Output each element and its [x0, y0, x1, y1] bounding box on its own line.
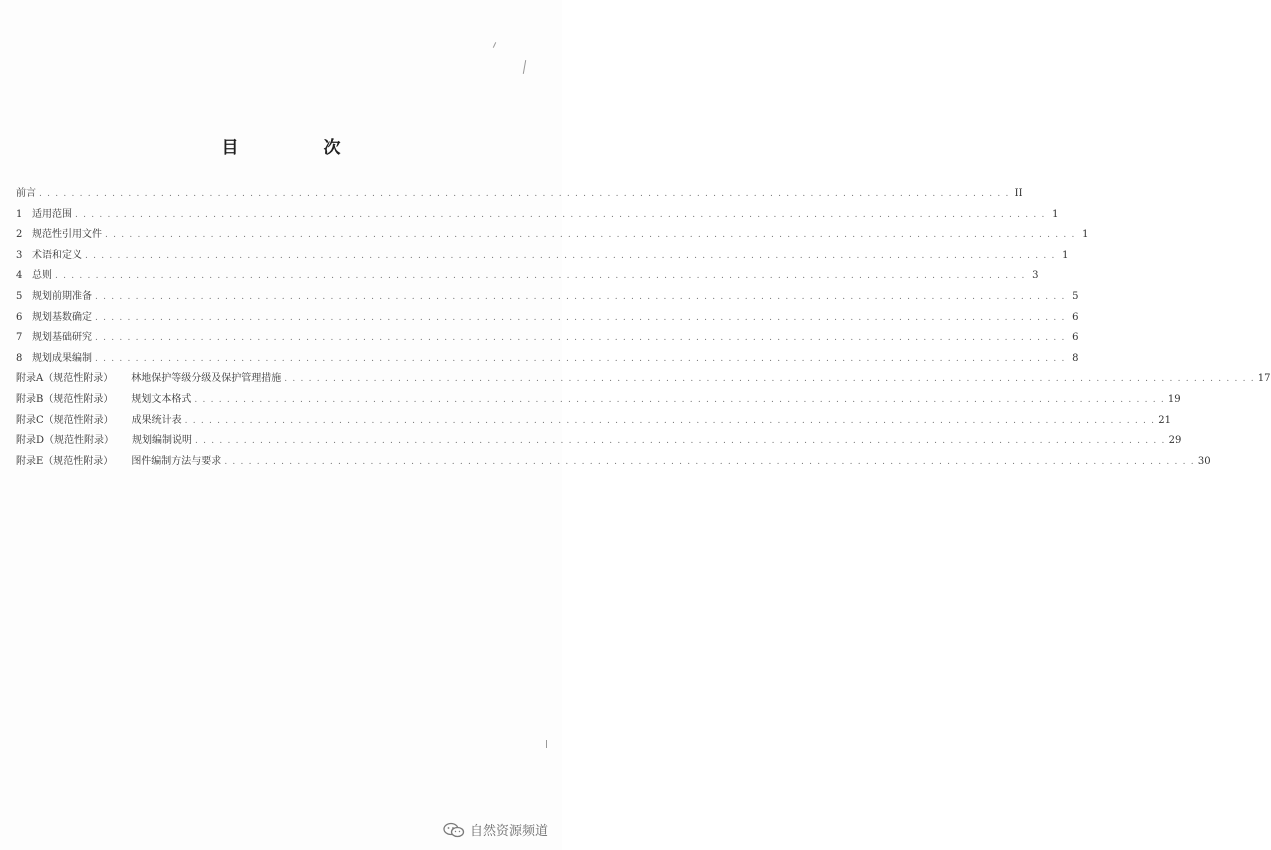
toc-leader-dots: . . . . . . . . . . . . . . . . . . . . . . . . . . . . . . . . . . . . . . . . . . . . . . . . . . . . . . . . . . . . . . . . . . . . . . . . . . . . . . . . . . . . . . . . . . . . . . . . . . . . . . . . . . . . . . . . . . . . . . . .: [194, 394, 1165, 405]
toc-leader-dots: . . . . . . . . . . . . . . . . . . . . . . . . . . . . . . . . . . . . . . . . . . . . . . . . . . . . . . . . . . . . . . . . . . . . . . . . . . . . . . . . . . . . . . . . . . . . . . . . . . . . . . . . . . . . . . . . . . . . . . . .: [95, 353, 1066, 364]
toc-entry-label: 附录D（规范性附录）: [16, 435, 115, 447]
toc-entry-label: 前言: [16, 188, 36, 199]
toc-entry[interactable]: [16, 431, 1182, 452]
toc-entry-label: 附录A（规范性附录）: [16, 373, 114, 385]
toc-entry[interactable]: [16, 411, 1171, 432]
toc-entry-page: 1: [1052, 208, 1059, 220]
toc-entry-page: 21: [1158, 414, 1171, 426]
toc-entry-label: 附录B（规范性附录）: [16, 393, 114, 405]
toc-leader-dots: . . . . . . . . . . . . . . . . . . . . . . . . . . . . . . . . . . . . . . . . . . . . . . . . . . . . . . . . . . . . . . . . . . . . . . . . . . . . . . . . . . . . . . . . . . . . . . . . . . . . . . . . . . . . . . . . . . . . . . . .: [95, 312, 1066, 323]
toc-entry[interactable]: [16, 349, 1079, 370]
toc-entry-page: 29: [1168, 435, 1182, 447]
toc-entry-label: 附录E（规范性附录）: [16, 455, 114, 467]
toc-entry-subtitle: 规划编制说明: [132, 435, 193, 447]
toc-entry-number: 7: [16, 332, 23, 344]
toc-entry-subtitle: 规划文本格式: [131, 393, 192, 405]
toc-entry-page: 19: [1167, 393, 1181, 405]
toc-entry-label: 规划基础研究: [32, 332, 92, 344]
toc-entry-label: 规划前期准备: [32, 290, 92, 302]
toc-entry-label: 规划基数确定: [32, 311, 92, 323]
page-title: 目 次: [221, 138, 375, 158]
toc-entry-page: 6: [1072, 311, 1079, 323]
toc-entry-number: 6: [16, 311, 23, 323]
toc-entry[interactable]: [16, 246, 1069, 267]
wechat-icon: [443, 822, 465, 838]
toc-leader-dots: . . . . . . . . . . . . . . . . . . . . . . . . . . . . . . . . . . . . . . . . . . . . . . . . . . . . . . . . . . . . . . . . . . . . . . . . . . . . . . . . . . . . . . . . . . . . . . . . . . . . . . . . . . . . . . . . . . . . . . . .: [184, 415, 1156, 426]
toc-entry[interactable]: [16, 225, 1089, 246]
toc-entry-label: 总则: [32, 270, 52, 282]
toc-leader-dots: . . . . . . . . . . . . . . . . . . . . . . . . . . . . . . . . . . . . . . . . . . . . . . . . . . . . . . . . . . . . . . . . . . . . . . . . . . . . . . . . . . . . . . . . . . . . . . . . . . . . . . . . . . . . . . . . . . . . . . . .: [85, 250, 1056, 261]
toc-entry-label: 规划成果编制: [32, 352, 92, 364]
toc-entry[interactable]: [16, 328, 1079, 349]
toc-entry-page: 3: [1032, 270, 1039, 282]
toc-entry-number: 4: [16, 270, 23, 282]
toc-entry-label: 术语和定义: [32, 249, 82, 261]
toc-entry[interactable]: [16, 452, 1211, 473]
toc-entry-page: II: [1014, 188, 1023, 199]
toc-entry-number: 2: [16, 229, 23, 241]
table-of-contents: [16, 184, 1271, 472]
toc-entry-subtitle: 林地保护等级分级及保护管理措施: [131, 373, 282, 385]
watermark-text: 自然资源频道: [469, 824, 548, 839]
toc-leader-dots: . . . . . . . . . . . . . . . . . . . . . . . . . . . . . . . . . . . . . . . . . . . . . . . . . . . . . . . . . . . . . . . . . . . . . . . . . . . . . . . . . . . . . . . . . . . . . . . . . . . . . . . . . . . . . . . . . . . . . . . .: [195, 436, 1166, 447]
scan-mark: [493, 42, 496, 48]
toc-leader-dots: . . . . . . . . . . . . . . . . . . . . . . . . . . . . . . . . . . . . . . . . . . . . . . . . . . . . . . . . . . . . . . . . . . . . . . . . . . . . . . . . . . . . . . . . . . . . . . . . . . . . . . . . . . . . . . . . . . . . . . . .: [105, 230, 1076, 241]
toc-entry-page: 1: [1082, 229, 1089, 241]
toc-entry[interactable]: [16, 390, 1181, 411]
toc-entry[interactable]: [16, 287, 1079, 308]
toc-leader-dots: . . . . . . . . . . . . . . . . . . . . . . . . . . . . . . . . . . . . . . . . . . . . . . . . . . . . . . . . . . . . . . . . . . . . . . . . . . . . . . . . . . . . . . . . . . . . . . . . . . . . . . . . . . . . . . . . . . . . . . . .: [95, 291, 1066, 302]
toc-leader-dots: . . . . . . . . . . . . . . . . . . . . . . . . . . . . . . . . . . . . . . . . . . . . . . . . . . . . . . . . . . . . . . . . . . . . . . . . . . . . . . . . . . . . . . . . . . . . . . . . . . . . . . . . . . . . . . . . . . . . . . . .: [284, 374, 1255, 385]
toc-entry-page: 5: [1072, 290, 1079, 302]
toc-leader-dots: . . . . . . . . . . . . . . . . . . . . . . . . . . . . . . . . . . . . . . . . . . . . . . . . . . . . . . . . . . . . . . . . . . . . . . . . . . . . . . . . . . . . . . . . . . . . . . . . . . . . . . . . . . . . . . . . . . . . . . . .: [39, 189, 1010, 199]
toc-entry-label: 规范性引用文件: [32, 229, 102, 241]
toc-entry-subtitle: 图件编制方法与要求: [131, 455, 222, 467]
toc-entry-page: 1: [1062, 249, 1069, 261]
toc-entry-label: 适用范围: [32, 208, 72, 220]
watermark: [443, 820, 548, 839]
toc-entry[interactable]: [16, 308, 1079, 329]
toc-entry-number: 5: [16, 290, 23, 302]
toc-leader-dots: . . . . . . . . . . . . . . . . . . . . . . . . . . . . . . . . . . . . . . . . . . . . . . . . . . . . . . . . . . . . . . . . . . . . . . . . . . . . . . . . . . . . . . . . . . . . . . . . . . . . . . . . . . . . . . . . . . . . . . . .: [55, 271, 1026, 282]
toc-leader-dots: . . . . . . . . . . . . . . . . . . . . . . . . . . . . . . . . . . . . . . . . . . . . . . . . . . . . . . . . . . . . . . . . . . . . . . . . . . . . . . . . . . . . . . . . . . . . . . . . . . . . . . . . . . . . . . . . . . . . . . . .: [224, 456, 1195, 467]
scan-mark: [523, 60, 526, 74]
scan-mark: [546, 740, 547, 748]
toc-leader-dots: . . . . . . . . . . . . . . . . . . . . . . . . . . . . . . . . . . . . . . . . . . . . . . . . . . . . . . . . . . . . . . . . . . . . . . . . . . . . . . . . . . . . . . . . . . . . . . . . . . . . . . . . . . . . . . . . . . . . . . . .: [75, 209, 1046, 220]
toc-entry-number: 3: [16, 249, 23, 261]
toc-entry-page: 6: [1072, 332, 1079, 344]
toc-entry[interactable]: [16, 184, 1023, 205]
toc-entry-subtitle: 成果统计表: [131, 414, 182, 426]
toc-entry-number: 1: [16, 208, 23, 220]
toc-entry-page: 8: [1072, 352, 1079, 364]
toc-entry-number: 8: [16, 352, 23, 364]
toc-entry[interactable]: [16, 205, 1059, 226]
toc-entry[interactable]: [16, 369, 1271, 390]
toc-entry[interactable]: [16, 266, 1039, 287]
toc-leader-dots: . . . . . . . . . . . . . . . . . . . . . . . . . . . . . . . . . . . . . . . . . . . . . . . . . . . . . . . . . . . . . . . . . . . . . . . . . . . . . . . . . . . . . . . . . . . . . . . . . . . . . . . . . . . . . . . . . . . . . . . .: [95, 333, 1066, 344]
toc-entry-label: 附录C（规范性附录）: [16, 414, 114, 426]
toc-entry-page: 17: [1257, 373, 1271, 385]
toc-entry-page: 30: [1197, 455, 1211, 467]
